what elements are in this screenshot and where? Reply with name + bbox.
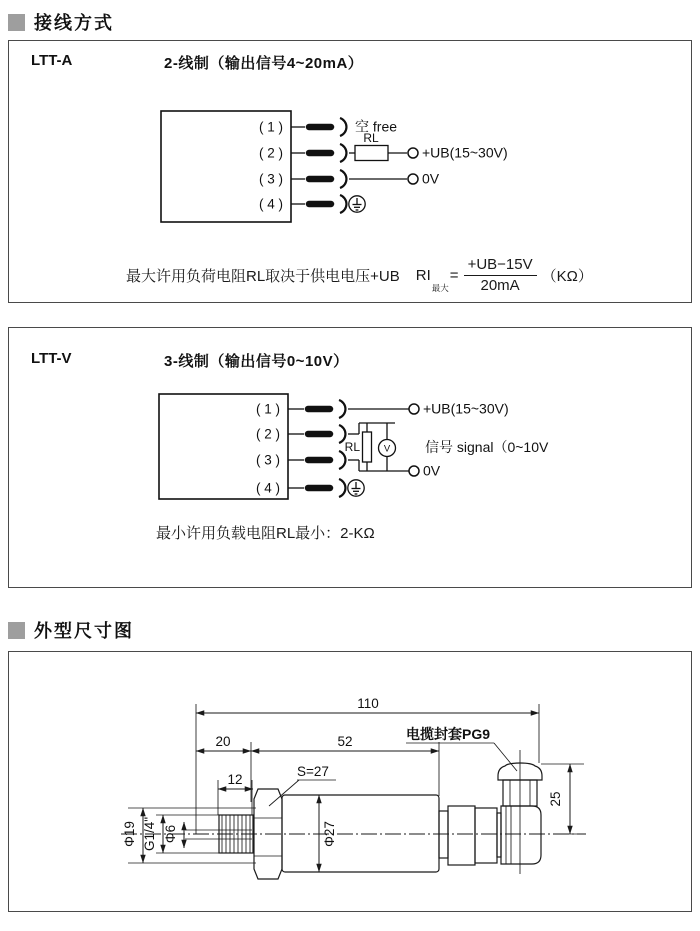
dim-port-length: 20 (215, 734, 231, 749)
hex-size-callout (269, 764, 336, 806)
terminal-row-1 (256, 400, 509, 418)
ub-terminal-circle (409, 404, 419, 414)
ub-label: +UB(15~30V) (423, 400, 509, 417)
rl-resistor-label: RL (344, 440, 360, 454)
formula-subscript: 最大 (431, 283, 449, 293)
voltmeter-branch (379, 423, 396, 471)
ltt-v-note-text: 最小许用负载电阻RL最小：2-KΩ (156, 525, 375, 542)
dim-overall-length: 110 (357, 696, 379, 711)
connector-body (501, 806, 541, 864)
neck-ring (439, 811, 448, 858)
formula-equals: = (449, 267, 459, 284)
ltt-v-panel (8, 327, 692, 588)
socket-arc (340, 170, 346, 188)
ltt-a-wiring-diagram (9, 41, 689, 251)
rl-load-branch (345, 423, 372, 471)
terminal-row-3 (256, 451, 441, 479)
rl-formula (416, 256, 593, 295)
rl-resistor (363, 432, 372, 462)
ltt-a-type-label: 2-线制（输出信号4~20mA） (164, 55, 364, 72)
cable-gland-label: 电揽封套PG9 (406, 726, 491, 742)
terminal-row-2 (259, 131, 508, 162)
wiring-section-header (8, 9, 114, 35)
ltt-a-model-label: LTT-A (31, 52, 73, 69)
dim-bore-dia: Φ6 (163, 824, 178, 844)
socket-arc (340, 144, 346, 162)
rl-note-text: 最大许用负荷电阻RL取决于供电电压+UB (126, 268, 400, 285)
section-bullet-square (8, 622, 25, 639)
terminal-row-4 (256, 479, 364, 497)
ltt-v-model-label: LTT-V (31, 350, 72, 367)
zero-volt-label: 0V (422, 170, 440, 187)
terminal-3-label: ( 3 ) (255, 452, 280, 468)
earth-ground-icon (348, 480, 364, 496)
terminal-1-label: ( 1 ) (255, 401, 280, 417)
voltmeter-label: V (383, 443, 391, 455)
terminal-row-4 (259, 195, 365, 213)
socket-arc (340, 118, 346, 136)
pin1-function-label: 空 free (355, 118, 398, 135)
dimension-section-header (8, 617, 134, 643)
transmitter-outline (219, 763, 542, 879)
ltt-v-type-label: 3-线制（输出信号0~10V） (164, 353, 349, 370)
knurled-ring (448, 806, 475, 865)
section-bullet-square (8, 14, 25, 31)
wiring-section-title: 接线方式 (34, 13, 114, 33)
dimension-panel (8, 651, 692, 912)
earth-ground-icon (349, 196, 365, 212)
formula-denominator: 20mA (480, 277, 520, 294)
zero-volt-label: 0V (423, 462, 441, 479)
dim-body-dia: Φ27 (322, 821, 337, 847)
dim-body-length: 52 (337, 734, 353, 749)
terminal-4-label: ( 4 ) (258, 196, 283, 212)
terminal-row-3 (259, 170, 440, 188)
terminal-3-label: ( 3 ) (258, 171, 283, 187)
ltt-v-wiring-diagram (9, 328, 689, 518)
zero-terminal-circle (409, 466, 419, 476)
dim-thread-spec: G1/4" (142, 816, 157, 852)
ub-label: +UB(15~30V) (422, 144, 508, 161)
socket-arc (339, 400, 345, 418)
formula-numerator: +UB−15V (464, 256, 537, 276)
rl-resistor-label: RL (363, 131, 379, 145)
ridged-ring (475, 808, 497, 863)
ltt-a-panel (8, 40, 692, 303)
signal-label: 信号 signal（0~10V (425, 439, 549, 455)
terminal-row-2 (256, 423, 549, 471)
terminal-1-label: ( 1 ) (258, 119, 283, 135)
terminal-2-label: ( 2 ) (255, 426, 280, 442)
extension-lines (128, 704, 584, 863)
formula-lhs: RI (415, 267, 431, 284)
socket-arc (339, 451, 345, 469)
dim-thread-length: 12 (227, 772, 243, 787)
dim-connector-height: 25 (548, 791, 563, 807)
dimension-section-title: 外型尺寸图 (34, 621, 134, 641)
formula-unit: （KΩ） (541, 268, 593, 285)
terminal-4-label: ( 4 ) (255, 480, 280, 496)
formula-fraction (464, 256, 537, 295)
rl-resistor (355, 146, 388, 161)
socket-arc (340, 195, 346, 213)
cylinder-body (282, 795, 439, 872)
ltt-a-note-row (126, 256, 593, 295)
hex-size-label: S=27 (297, 764, 329, 779)
socket-arc (339, 479, 345, 497)
ub-terminal-circle (408, 148, 418, 158)
dim-shoulder-dia: Φ19 (122, 821, 137, 847)
cable-gland-callout (406, 726, 517, 771)
zero-terminal-circle (408, 174, 418, 184)
dimension-drawing (9, 652, 689, 911)
terminal-2-label: ( 2 ) (258, 145, 283, 161)
